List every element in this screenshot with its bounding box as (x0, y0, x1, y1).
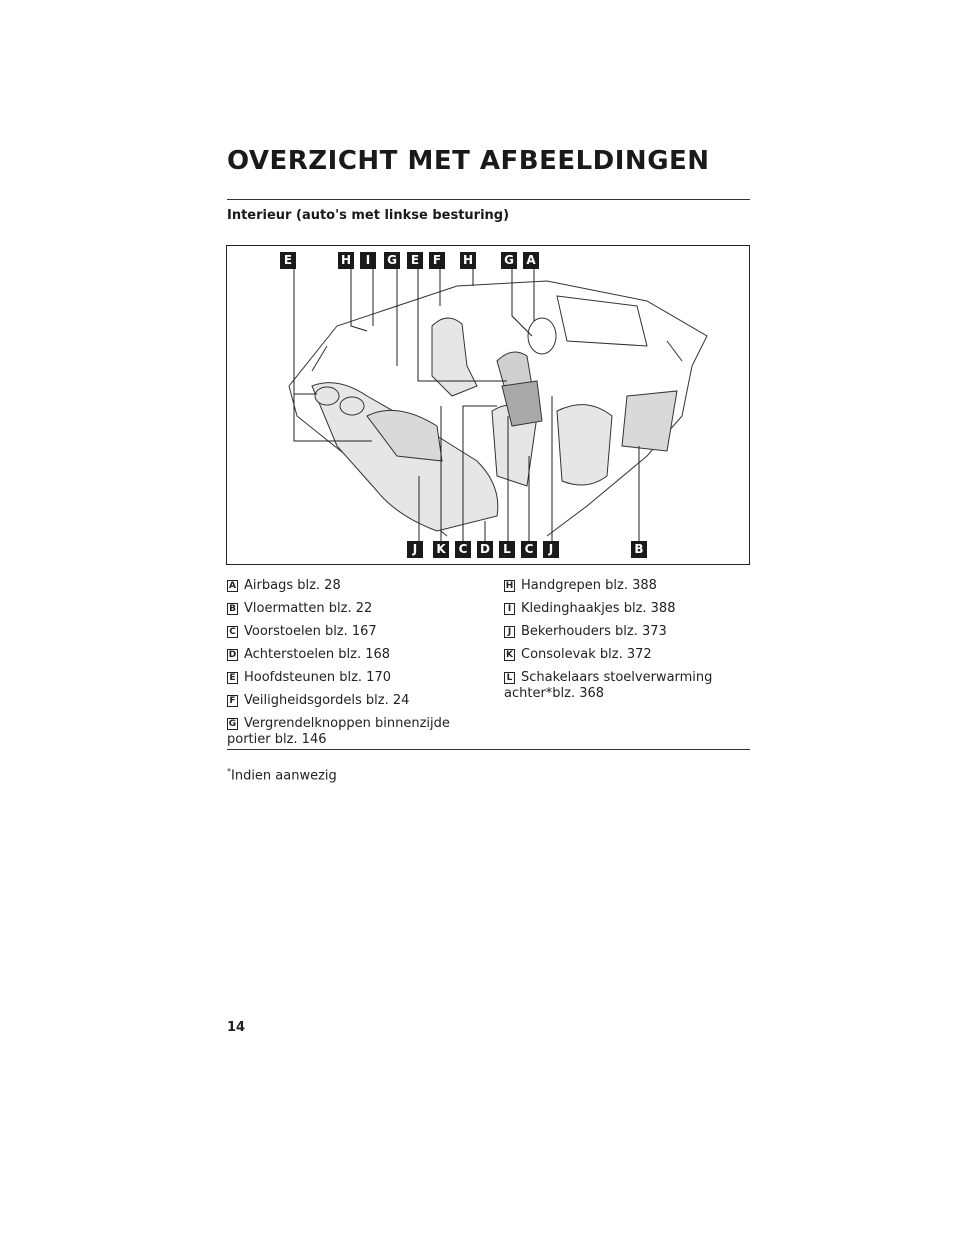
key-badge: D (228, 650, 237, 660)
legend-item (227, 578, 450, 594)
callout-g: G (384, 252, 400, 269)
callout-k: K (433, 541, 449, 558)
legend-text: Hoofdsteunen blz. 170 (244, 670, 391, 685)
key-badge: B (227, 603, 238, 615)
callout-c: C (455, 541, 471, 558)
legend-left (227, 578, 450, 755)
callout-j: J (407, 541, 423, 558)
interior-illustration (226, 245, 750, 565)
legend-text: Voorstoelen blz. 167 (244, 624, 377, 639)
page-title: OVERZICHT MET AFBEELDINGEN (227, 146, 710, 176)
legend-text: Bekerhouders blz. 373 (521, 624, 667, 639)
legend-item (504, 624, 712, 640)
footnote (227, 767, 337, 783)
callout-h: H (338, 252, 354, 269)
legend-text: Schakelaars stoelverwarming achter*blz. 368 (504, 670, 713, 701)
legend-text: Vergrendelknoppen binnenzijde portier blz. 146 (227, 716, 450, 747)
legend-text: Vloermatten blz. 22 (244, 601, 373, 616)
bottom-divider (227, 749, 750, 750)
title-divider (227, 199, 750, 200)
legend-item (227, 670, 450, 686)
callout-b: B (631, 541, 647, 558)
key-badge: F (227, 695, 238, 707)
legend-text: Consolevak blz. 372 (521, 647, 652, 662)
key-badge: K (504, 649, 515, 661)
key-badge: E (227, 672, 238, 684)
section-heading: Interieur (auto's met linkse besturing) (227, 208, 510, 223)
callout-e: E (407, 252, 423, 269)
legend-item (227, 601, 450, 617)
callout-c: C (521, 541, 537, 558)
footnote-mark: * (227, 767, 231, 776)
callout-g: G (501, 252, 517, 269)
car-interior-drawing (227, 246, 749, 564)
key-badge: C (227, 626, 238, 638)
callout-d: D (477, 541, 493, 558)
page-number: 14 (227, 1020, 246, 1035)
callout-h: H (460, 252, 476, 269)
legend-item (504, 670, 712, 702)
legend-item (504, 578, 712, 594)
key-badge: J (504, 626, 515, 638)
key-badge: H (505, 581, 514, 591)
callout-j: J (543, 541, 559, 558)
callout-i: I (360, 252, 376, 269)
legend-text: Airbags blz. 28 (244, 578, 341, 593)
key-badge: G (228, 719, 237, 729)
legend-item (227, 647, 450, 663)
callout-l: L (499, 541, 515, 558)
legend-item (227, 693, 450, 709)
legend-text: Handgrepen blz. 388 (521, 578, 657, 593)
legend-right (504, 578, 712, 709)
legend-item (504, 601, 712, 617)
key-badge: A (227, 580, 238, 592)
callout-e: E (280, 252, 296, 269)
legend-item (504, 647, 712, 663)
legend-text: Veiligheidsgordels blz. 24 (244, 693, 410, 708)
callout-f: F (429, 252, 445, 269)
legend-text: Achterstoelen blz. 168 (244, 647, 391, 662)
legend-text: Kledinghaakjes blz. 388 (521, 601, 676, 616)
footnote-text: Indien aanwezig (231, 768, 337, 784)
key-badge: L (504, 672, 515, 684)
callout-a: A (523, 252, 539, 269)
legend-item (227, 624, 450, 640)
key-badge: I (504, 603, 515, 615)
legend-item (227, 716, 450, 748)
